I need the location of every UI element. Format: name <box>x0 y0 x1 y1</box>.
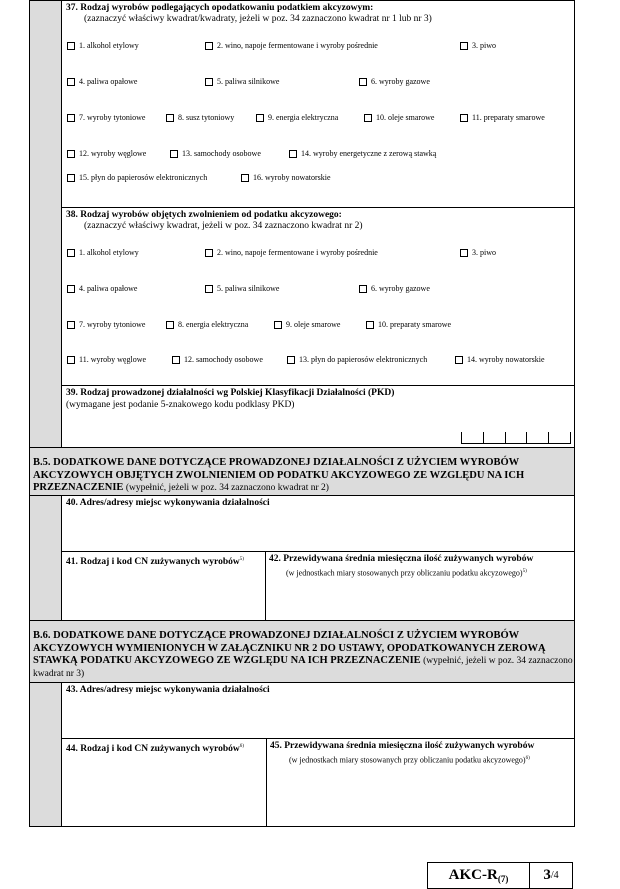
field-41-title: 41. Rodzaj i kod CN zużywanych wyrobów$^{5)}$ <box>66 557 244 568</box>
f38-option-5[interactable]: 5. paliwa silnikowe <box>205 284 279 294</box>
f37-option-10[interactable]: 10. oleje smarowe <box>364 113 434 123</box>
f37-option-11[interactable]: 11. preparaty smarowe <box>460 113 545 123</box>
checkbox[interactable] <box>166 321 174 329</box>
checkbox[interactable] <box>67 321 75 329</box>
f38-option-8[interactable]: 8. energia elektryczna <box>166 320 248 330</box>
checkbox[interactable] <box>67 249 75 257</box>
checkbox[interactable] <box>366 321 374 329</box>
pkd-digit-box[interactable] <box>526 432 548 444</box>
f37-option-6[interactable]: 6. wyroby gazowe <box>359 77 430 87</box>
f37-option-14[interactable]: 14. wyroby energetyczne z zerową stawką <box>289 149 436 159</box>
f38-option-10[interactable]: 10. preparaty smarowe <box>366 320 451 330</box>
field-44-title: 44. Rodzaj i kod CN zużywanych wyrobów$^{6)}$ <box>66 744 244 755</box>
pkd-code-boxes[interactable] <box>461 432 571 444</box>
f37-option-13[interactable]: 13. samochody osobowe <box>170 149 261 159</box>
f38-option-4[interactable]: 4. paliwa opałowe <box>67 284 137 294</box>
checkbox[interactable] <box>166 114 174 122</box>
pkd-digit-box[interactable] <box>548 432 571 444</box>
f38-option-6[interactable]: 6. wyroby gazowe <box>359 284 430 294</box>
f37-option-1[interactable]: 1. alkohol etylowy <box>67 41 139 51</box>
checkbox[interactable] <box>170 150 178 158</box>
checkbox[interactable] <box>205 285 213 293</box>
field-37-subtitle: (zaznaczyć właściwy kwadrat/kwadraty, jeżeli w poz. 34 zaznaczono kwadrat nr 1 lub nr 3) <box>84 14 432 24</box>
checkbox[interactable] <box>67 356 75 364</box>
checkbox[interactable] <box>460 114 468 122</box>
f38-option-7[interactable]: 7. wyroby tytoniowe <box>67 320 145 330</box>
f38-option-2[interactable]: 2. wino, napoje fermentowane i wyroby pośrednie <box>205 248 378 258</box>
checkbox[interactable] <box>289 150 297 158</box>
checkbox[interactable] <box>67 42 75 50</box>
b5-heading-note: (wypełnić, jeżeli w poz. 34 zaznaczono kwadrat nr 2) <box>123 483 329 493</box>
pkd-digit-box[interactable] <box>505 432 527 444</box>
checkbox[interactable] <box>455 356 463 364</box>
f37-option-12[interactable]: 12. wyroby węglowe <box>67 149 146 159</box>
b5-heading-bold: B.5. DODATKOWE DANE DOTYCZĄCE PROWADZONEJ DZIAŁALNOŚCI Z UŻYCIEM WYROBÓW AKCYZOWYCH OBJĘTYCH ZWOLNIENIEM OD PODATKU AKCYZOWEGO ZE WZGLĘDU NA ICH PRZEZNACZENIE <box>33 457 525 493</box>
checkbox[interactable] <box>359 78 367 86</box>
checkbox[interactable] <box>67 174 75 182</box>
f38-option-9[interactable]: 9. oleje smarowe <box>274 320 340 330</box>
b6-heading <box>33 630 573 680</box>
pkd-digit-box[interactable] <box>483 432 505 444</box>
checkbox[interactable] <box>287 356 295 364</box>
field-38-subtitle: (zaznaczyć właściwy kwadrat, jeżeli w poz. 34 zaznaczono kwadrat nr 2) <box>84 221 363 231</box>
f37-option-4[interactable]: 4. paliwa opałowe <box>67 77 137 87</box>
form-code: AKC-R (7) <box>428 863 530 888</box>
f37-option-8[interactable]: 8. susz tytoniowy <box>166 113 234 123</box>
f38-option-3[interactable]: 3. piwo <box>460 248 496 258</box>
field-38-title: 38. Rodzaj wyrobów objętych zwolnieniem od podatku akcyzowego: <box>66 210 342 220</box>
f37-option-16[interactable]: 16. wyroby nowatorskie <box>241 173 331 183</box>
pkd-digit-box[interactable] <box>461 432 483 444</box>
b6-heading-note: (wypełnić, jeżeli w poz. 34 zaznaczono kwadrat nr 3) <box>33 656 573 679</box>
field-45-note: (w jednostkach miary stosowanych przy obliczaniu podatku akcyzowego)$^{6)}$ <box>289 755 530 765</box>
f37-option-5[interactable]: 5. paliwa silnikowe <box>205 77 279 87</box>
field-45-title: 45. Przewidywana średnia miesięczna ilość zużywanych wyrobów <box>270 741 535 751</box>
field-42-title: 42. Przewidywana średnia miesięczna ilość zużywanych wyrobów <box>269 554 534 564</box>
b6-heading-bold: B.6. DODATKOWE DANE DOTYCZĄCE PROWADZONEJ DZIAŁALNOŚCI Z UŻYCIEM WYROBÓW AKCYZOWYCH WYMIENIONYCH W ZAŁĄCZNIKU NR 2 DO USTAWY, OPODATKOWANYCH ZEROWĄ STAWKĄ PODATKU AKCYZOWEGO ZE WZGLĘDU NA ICH PRZEZNACZENIE <box>33 630 546 666</box>
f38-option-14[interactable]: 14. wyroby nowatorskie <box>455 355 545 365</box>
checkbox[interactable] <box>67 285 75 293</box>
checkbox[interactable] <box>205 249 213 257</box>
checkbox[interactable] <box>67 150 75 158</box>
checkbox[interactable] <box>172 356 180 364</box>
f38-option-1[interactable]: 1. alkohol etylowy <box>67 248 139 258</box>
f38-option-13[interactable]: 13. płyn do papierosów elektronicznych <box>287 355 427 365</box>
checkbox[interactable] <box>460 249 468 257</box>
checkbox[interactable] <box>205 78 213 86</box>
checkbox[interactable] <box>205 42 213 50</box>
f37-option-9[interactable]: 9. energia elektryczna <box>256 113 338 123</box>
field-39-subtitle: (wymagane jest podanie 5-znakowego kodu podklasy PKD) <box>66 400 295 410</box>
page-number: 3 /4 <box>543 867 559 883</box>
form-footer <box>427 862 573 889</box>
f38-option-12[interactable]: 12. samochody osobowe <box>172 355 263 365</box>
field-43-title: 43. Adres/adresy miejsc wykonywania działalności <box>66 685 270 695</box>
field-42-note: (w jednostkach miary stosowanych przy obliczaniu podatku akcyzowego)$^{5)}$ <box>286 568 527 578</box>
f38-option-11[interactable]: 11. wyroby węglowe <box>67 355 146 365</box>
b5-heading <box>33 457 573 495</box>
checkbox[interactable] <box>460 42 468 50</box>
field-37-title: 37. Rodzaj wyrobów podlegających opodatkowaniu podatkiem akcyzowym: <box>66 3 374 13</box>
checkbox[interactable] <box>241 174 249 182</box>
checkbox[interactable] <box>67 114 75 122</box>
checkbox[interactable] <box>274 321 282 329</box>
checkbox[interactable] <box>256 114 264 122</box>
f37-option-15[interactable]: 15. płyn do papierosów elektronicznych <box>67 173 207 183</box>
f37-option-3[interactable]: 3. piwo <box>460 41 496 51</box>
field-39-title: 39. Rodzaj prowadzonej działalności wg Polskiej Klasyfikacji Działalności (PKD) <box>66 388 395 398</box>
checkbox[interactable] <box>359 285 367 293</box>
checkbox[interactable] <box>67 78 75 86</box>
f37-option-2[interactable]: 2. wino, napoje fermentowane i wyroby pośrednie <box>205 41 378 51</box>
field-40-title: 40. Adres/adresy miejsc wykonywania działalności <box>66 498 270 508</box>
checkbox[interactable] <box>364 114 372 122</box>
f37-option-7[interactable]: 7. wyroby tytoniowe <box>67 113 145 123</box>
